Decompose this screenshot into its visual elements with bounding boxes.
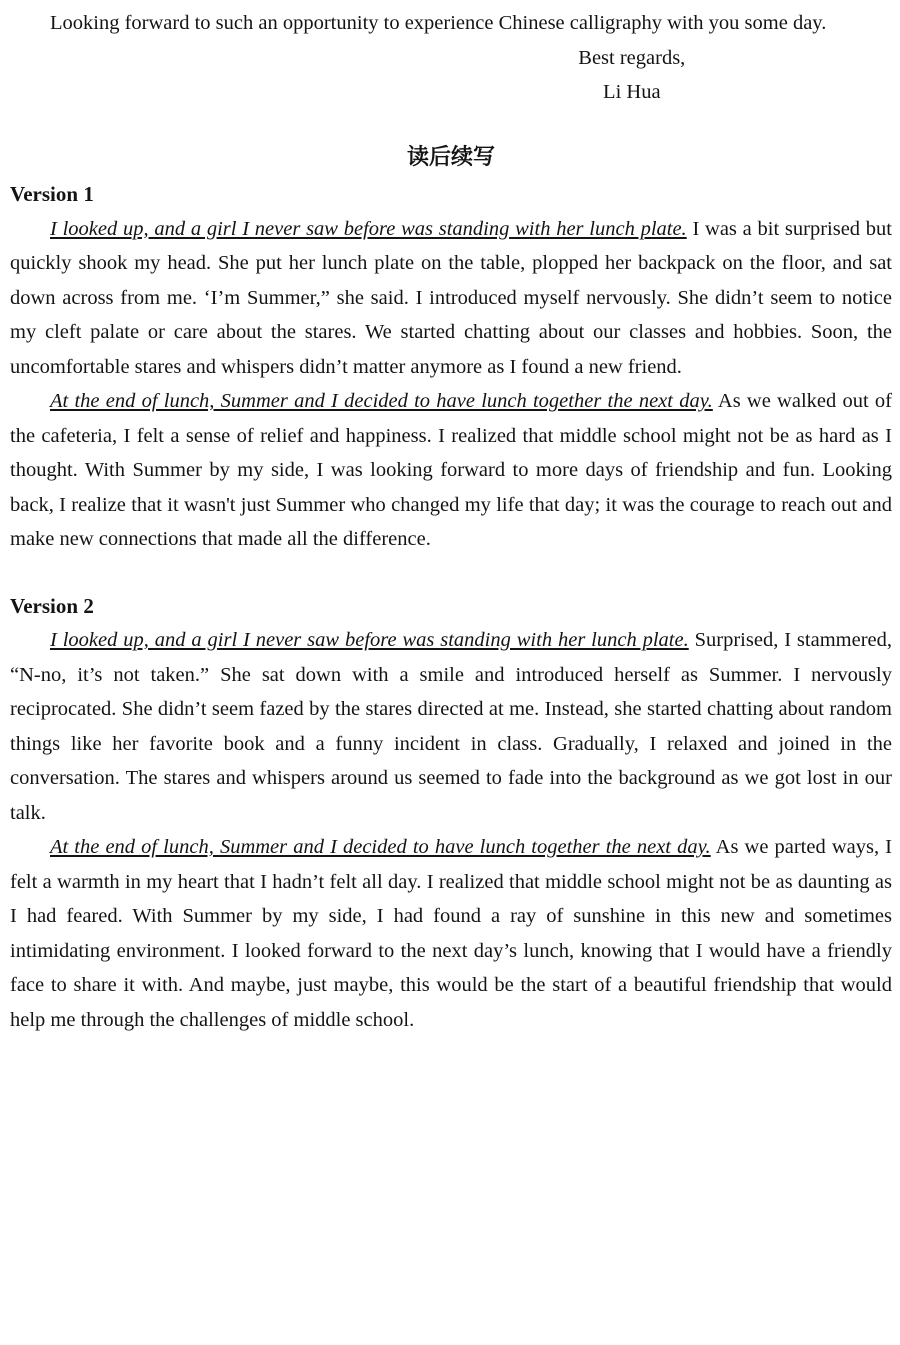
version-1-paragraph-1-lead-sentence: I looked up, and a girl I never saw before was standing with her lunch plate. <box>50 217 687 240</box>
version-2-paragraph-2-body: As we parted ways, I felt a warmth in my heart that I hadn’t felt all day. I realized that middle school might not be as daunting as I had feared. With Summer by my side, I had found a ray of sunshine in this new and sometimes intimidating environment. I looked forward to the next day’s lunch, knowing that I would have a friendly face to share it with. And maybe, just maybe, this would be the start of a beautiful friendship that would help me through the challenges of middle school. <box>10 836 892 1031</box>
version-1-heading: Version 1 <box>10 182 94 206</box>
section-title: 读后续写 <box>406 143 495 169</box>
version-2-paragraph-1-body: Surprised, I stammered, “N-no, it’s not taken.” She sat down with a smile and introduced herself as Summer. I nervously reciprocated. She didn’t seem fazed by the stares directed at me. Instead, she started chatting about random things like her favorite book and a funny incident in class. Gradually, I relaxed and joined in the conversation. The stares and whispers around us seemed to fade into the background as we got lost in our talk. <box>10 629 892 824</box>
version-2-paragraph-2-lead-sentence: At the end of lunch, Summer and I decided to have lunch together the next day. <box>50 836 711 858</box>
version-2-paragraph-1-lead-sentence: I looked up, and a girl I never saw before was standing with her lunch plate. <box>50 629 689 651</box>
version-1-paragraph-1 <box>10 212 892 385</box>
version-2-paragraph-1 <box>10 623 892 830</box>
version-2-paragraph-2 <box>10 830 892 1037</box>
letter-signature: Li Hua <box>603 81 661 103</box>
version-2-heading: Version 2 <box>10 593 94 618</box>
version-1-paragraph-2-lead-sentence: At the end of lunch, Summer and I decided to have lunch together the next day. <box>50 390 713 412</box>
version-1-paragraph-2-body: As we walked out of the cafeteria, I felt a sense of relief and happiness. I realized that middle school might not be as hard as I thought. With Summer by my side, I was looking forward to more days of friendship and fun. Looking back, I realize that it wasn't just Summer who changed my life that day; it was the courage to reach out and make new connections that made all the difference. <box>10 390 892 550</box>
version-1-paragraph-2 <box>10 384 892 557</box>
letter-sign-off: Best regards, <box>578 46 686 69</box>
letter-closing-line: Looking forward to such an opportunity to experience Chinese calligraphy with you some day. <box>50 12 827 34</box>
version-1-paragraph-1-body: I was a bit surprised but quickly shook my head. She put her lunch plate on the table, plopped her backpack on the floor, and sat down across from me. ‘I’m Summer,” she said. I introduced myself nervously. She didn’t seem to notice my cleft palate or care about the stares. We started chatting about our classes and hobbies. Soon, the uncomfortable stares and whispers didn’t matter anymore as I found a new friend. <box>10 217 892 378</box>
